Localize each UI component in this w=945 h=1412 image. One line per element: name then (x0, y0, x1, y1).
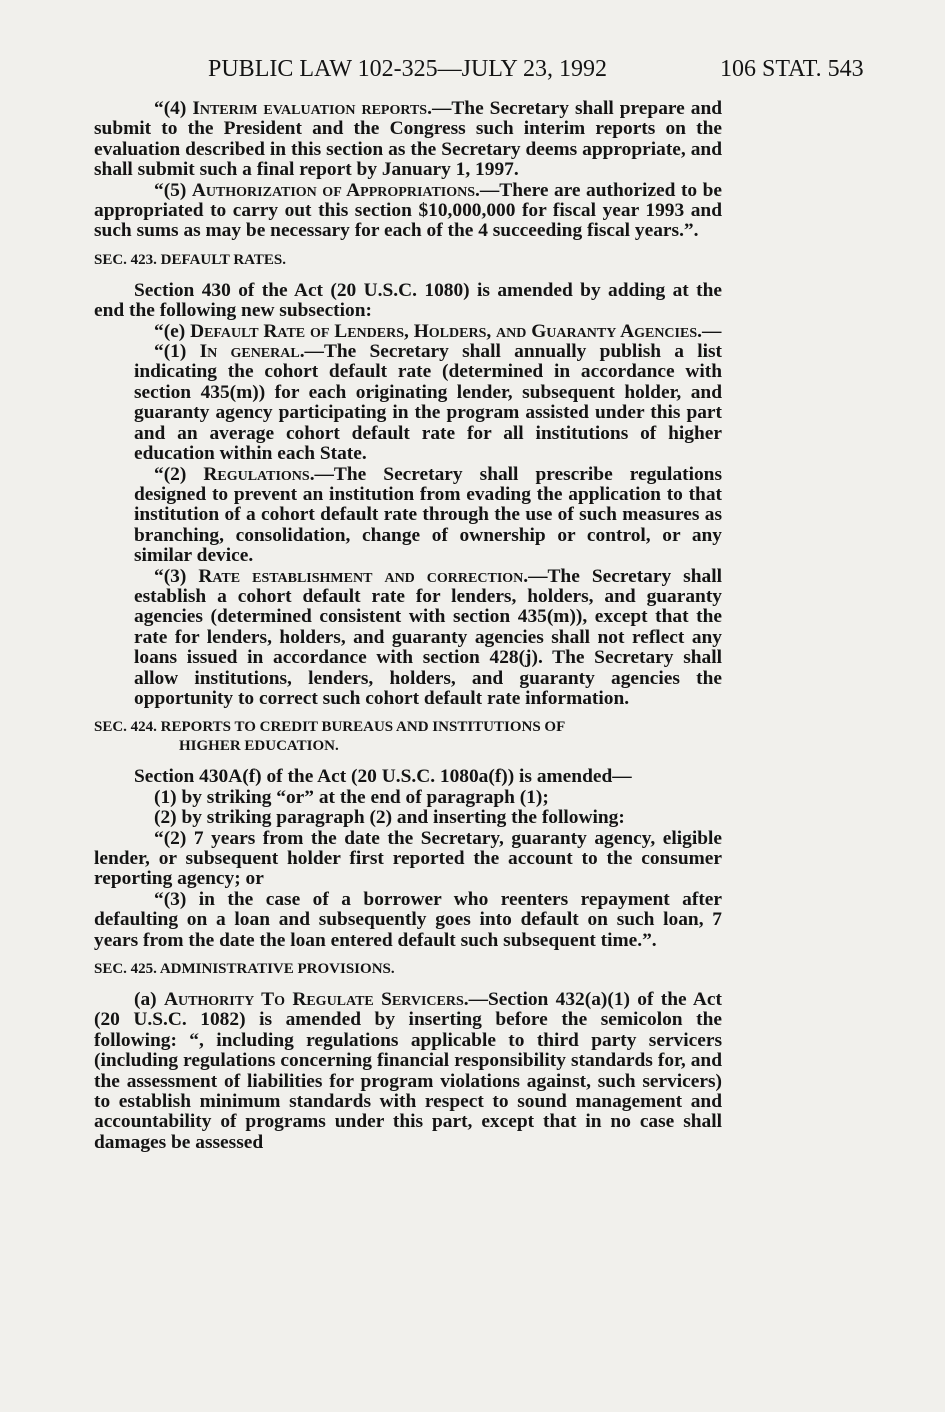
paragraph-interim-reports: “(4) Interim evaluation reports.—The Secretary shall prepare and submit to the President and the Congress such interim reports on the evaluation described in this section as the Secretary deems appropriate, and shall submit such a final report by January 1, 1997. (94, 98, 723, 181)
statute-page-number: 106 STAT. 543 (720, 56, 864, 82)
section-heading-423: SEC. 423. DEFAULT RATES. (94, 251, 286, 268)
quoted-paragraph-3: “(3) in the case of a borrower who reenters repayment after defaulting on a loan and subsequently goes into default on such loan, 7 years from the date the loan entered default such subsequent time.”. (94, 888, 722, 951)
page-header (0, 54, 945, 84)
paragraph-regulations: “(2) Regulations.—The Secretary shall prescribe regulations designed to prevent an institution from evading the application to that institution of a cohort default rate through the use of such measures as branching, consolidation, change of ownership or control, or any similar device. (134, 463, 723, 567)
amendment-item-1: (1) by striking “or” at the end of paragraph (1); (154, 786, 549, 808)
document-body (94, 99, 722, 1153)
paragraph-general: “(1) In general.—The Secretary shall annually publish a list indicating the cohort default rate (determined in accordance with section 435(m)) for each originating lender, subsequent holder, and guaranty agency participating in the program assisted under this part and an average cohort default rate for all institutions of higher education within each State. (134, 341, 722, 465)
subsection-e-heading: “(e) Default Rate of Lenders, Holders, and Guaranty Agencies.— (154, 320, 722, 342)
running-title: PUBLIC LAW 102-325—JULY 23, 1992 (208, 56, 607, 82)
paragraph-heading: Authorization of Appropriations (191, 179, 476, 201)
section-424-intro: Section 430A(f) of the Act (20 U.S.C. 1080a(f)) is amended— (134, 766, 632, 788)
section-heading-424: SEC. 424. REPORTS TO CREDIT BUREAUS AND INSTITUTIONS OF HIGHER EDUCATION. (94, 719, 566, 755)
paragraph-rate-establishment: “(3) Rate establishment and correction.—The Secretary shall establish a cohort default rate for lenders, holders, and guaranty agencies (determined consistent with section 435(m)), except that the rate for lenders, holders, and guaranty agencies shall not reflect any loans issued in accordance with section 428(j). The Secretary shall allow institutions, lenders, holders, and guaranty agencies the opportunity to correct such cohort default rate information. (134, 565, 722, 709)
paragraph-heading: Interim evaluation reports (192, 98, 428, 119)
section-423-intro: Section 430 of the Act (20 U.S.C. 1080) is amended by adding at the end the following new subsection: (94, 279, 722, 322)
paragraph-authorization: “(5) Authorization of Appropriations.—There are authorized to be appropriated to carry out this section $10,000,000 for fiscal year 1993 and such sums as may be necessary for each of the 4 succeeding fiscal years.”. (94, 179, 722, 242)
section-heading-425: SEC. 425. ADMINISTRATIVE PROVISIONS. (94, 961, 395, 978)
subsection-a-servicers: (a) Authority To Regulate Servicers.—Section 432(a)(1) of the Act (20 U.S.C. 1082) is amended by inserting before the semicolon the following: “, including regulations applicable to third party servicers (including regulations concerning financial responsibility standards for, and the assessment of liabilities for program violations against, such servicers) to establish minimum standards with respect to sound management and accountability of programs under this part, except that in no case shall damages be assessed (94, 989, 722, 1153)
quoted-paragraph-2: “(2) 7 years from the date the Secretary, guaranty agency, eligible lender, or subsequent holder first reported the account to the consumer reporting agency; or (94, 827, 722, 890)
amendment-item-2: (2) by striking paragraph (2) and inserting the following: (154, 807, 625, 829)
